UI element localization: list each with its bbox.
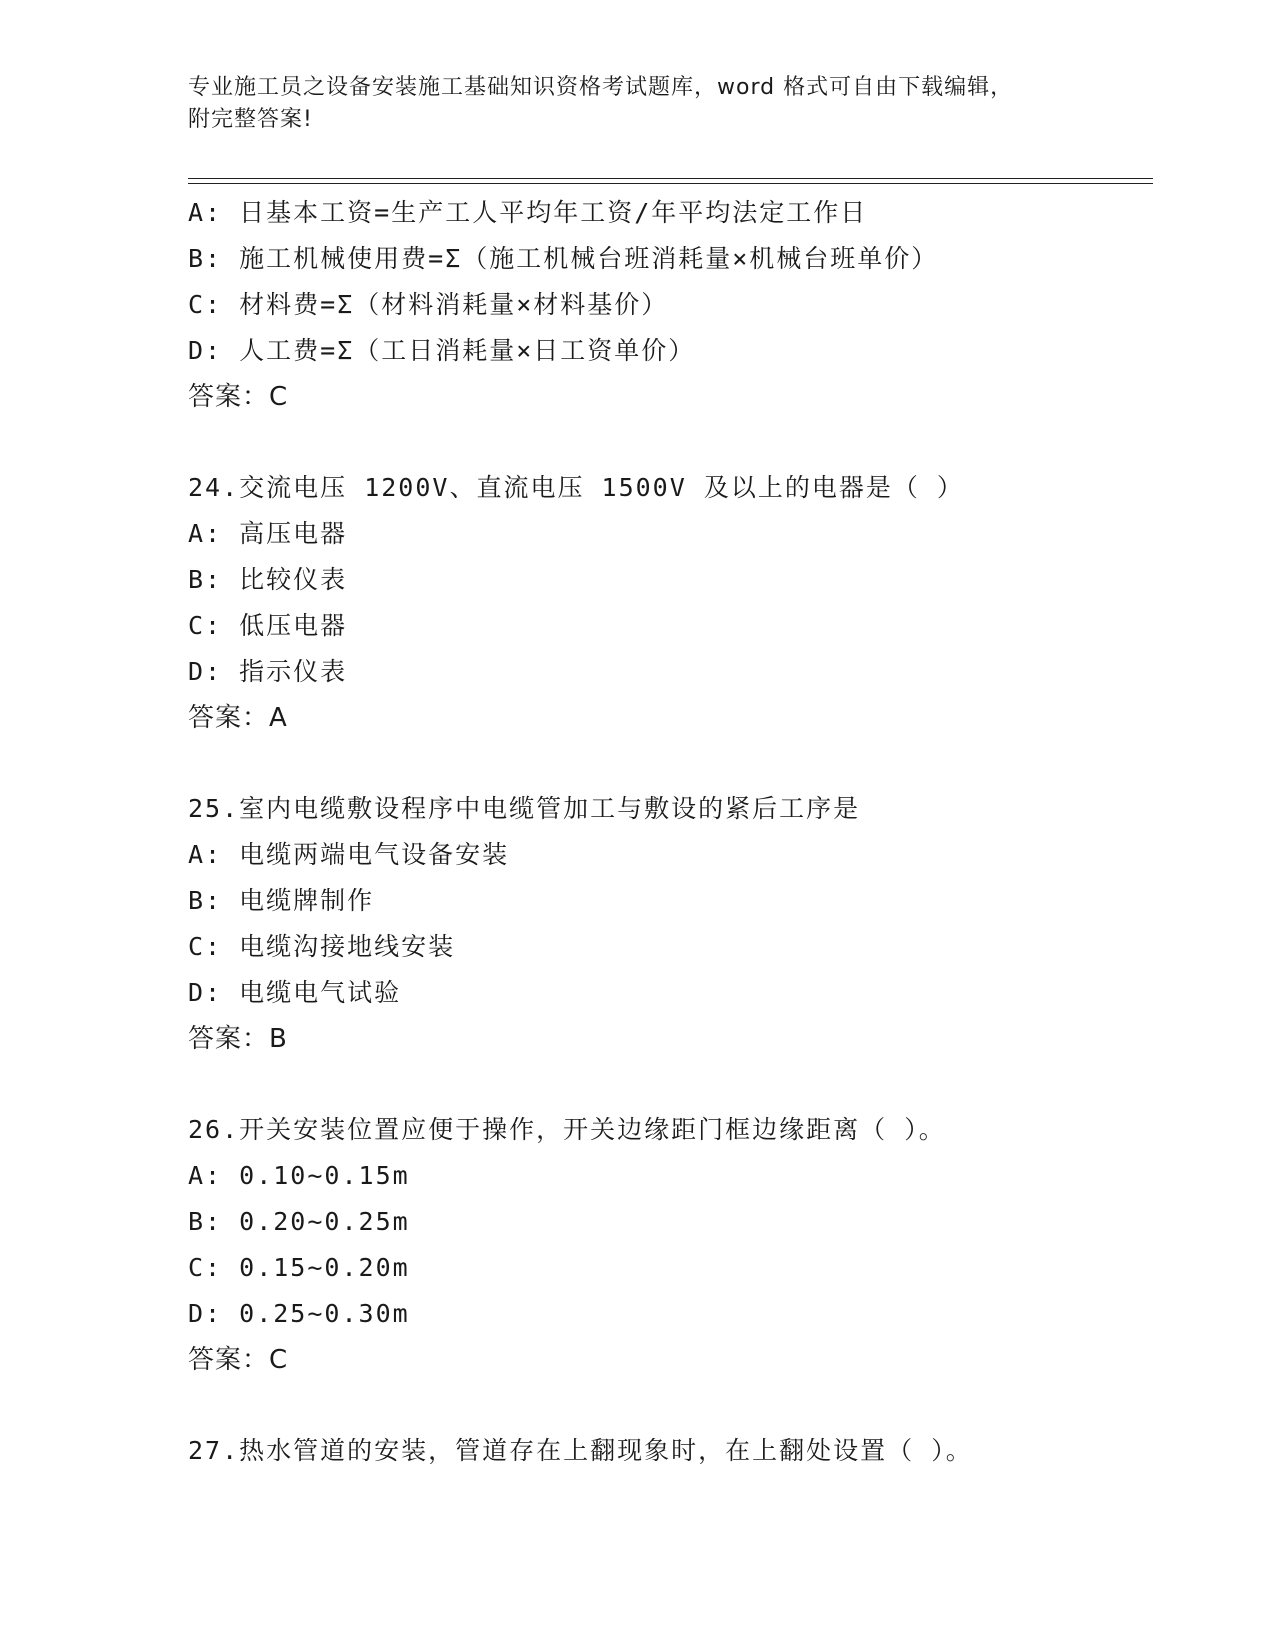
question-stem: 26.开关安装位置应便于操作，开关边缘距门框边缘距离（ ）。 [188,1115,946,1144]
option-b: B: 0.20~0.25m [188,1207,410,1236]
option-c: C: 低压电器 [188,611,348,640]
question-stem: 27.热水管道的安装，管道存在上翻现象时，在上翻处设置（ ）。 [188,1436,973,1465]
question-25 [188,786,1188,1062]
option-c: C: 材料费=Σ（材料消耗量×材料基价） [188,290,669,319]
option-d: D: 指示仪表 [188,657,348,686]
question-27 [188,1428,1188,1474]
answer: 答案：C [188,1345,289,1375]
document-header [188,72,1088,136]
option-b: B: 施工机械使用费=Σ（施工机械台班消耗量×机械台班单价） [188,244,939,273]
option-a: A: 日基本工资=生产工人平均年工资/年平均法定工作日 [188,198,868,227]
header-line-2: 附完整答案! [188,107,313,132]
header-divider-bottom [188,183,1153,184]
header-line-1: 专业施工员之设备安装施工基础知识资格考试题库，word 格式可自由下载编辑， [188,75,1014,100]
option-c: C: 0.15~0.20m [188,1253,410,1282]
option-d: D: 0.25~0.30m [188,1299,410,1328]
option-a: A: 电缆两端电气设备安装 [188,840,510,869]
option-c: C: 电缆沟接地线安装 [188,932,456,961]
answer: 答案：B [188,1024,288,1054]
option-b: B: 比较仪表 [188,565,348,594]
question-26 [188,1107,1188,1383]
question-24 [188,465,1188,741]
answer: 答案：A [188,703,288,733]
answer: 答案：C [188,382,289,412]
question-stem: 25.室内电缆敷设程序中电缆管加工与敷设的紧后工序是 [188,794,861,823]
question-stem: 24.交流电压 1200V、直流电压 1500V 及以上的电器是（ ） [188,473,964,502]
option-d: D: 电缆电气试验 [188,978,402,1007]
question-list [188,190,1188,1474]
option-d: D: 人工费=Σ（工日消耗量×日工资单价） [188,336,696,365]
option-a: A: 0.10~0.15m [188,1161,410,1190]
header-divider-top [188,178,1153,179]
option-b: B: 电缆牌制作 [188,886,375,915]
question-23-continued [188,190,1188,420]
option-a: A: 高压电器 [188,519,348,548]
